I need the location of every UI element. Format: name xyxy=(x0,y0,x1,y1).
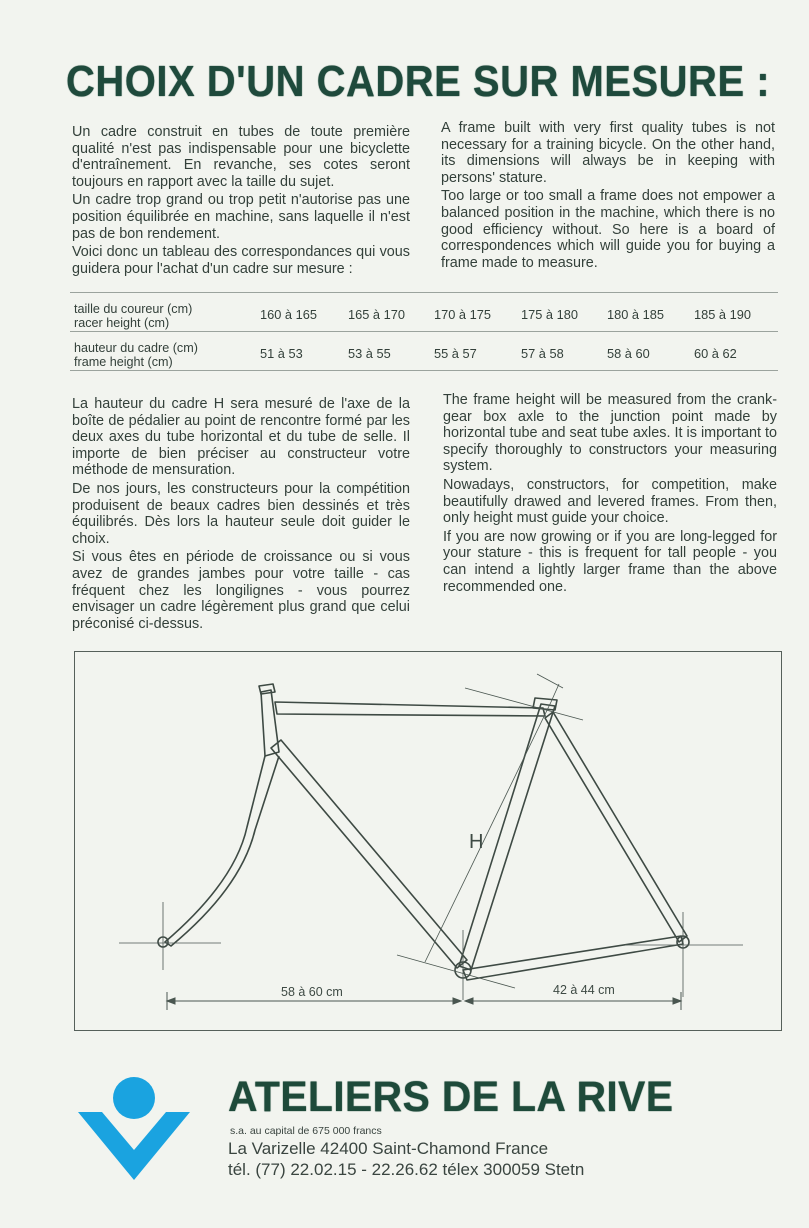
company-name: ATELIERS DE LA RIVE xyxy=(228,1072,674,1121)
company-address: La Varizelle 42400 Saint-Chamond France xyxy=(228,1139,549,1158)
paragraph: If you are now growing or if you are long-legged for your stature - this is frequent for tall people - you can intend a lightly larger frame than the above recommended one. xyxy=(443,528,777,595)
chainstay-label: 42 à 44 cm xyxy=(553,983,615,997)
row-label xyxy=(74,303,244,330)
seat-stay xyxy=(545,712,687,942)
down-tube xyxy=(271,740,467,968)
label-en: racer height (cm) xyxy=(74,315,170,330)
table-row-frame-height xyxy=(70,331,778,371)
size-table xyxy=(70,292,778,371)
table-cell: 170 à 175 xyxy=(434,307,491,322)
company-logo-icon xyxy=(78,1076,192,1182)
frame-drawing xyxy=(75,652,783,1032)
page-title: CHOIX D'UN CADRE SUR MESURE : xyxy=(66,58,771,106)
head-tube-top xyxy=(259,684,275,694)
table-cell: 57 à 58 xyxy=(521,346,564,361)
table-cell: 60 à 62 xyxy=(694,346,737,361)
table-cell: 51 à 53 xyxy=(260,346,303,361)
table-cell: 58 à 60 xyxy=(607,346,650,361)
table-cell: 175 à 180 xyxy=(521,307,578,322)
paragraph: Voici donc un tableau des correspondances qui vous guidera pour l'achat d'un cadre sur mesure : xyxy=(72,244,410,277)
paragraph: La hauteur du cadre H sera mesuré de l'axe de la boîte de pédalier au point de rencontre formé par les deux axes du tube horizontal et du tube de selle. Il importe de bien préciser au constructeur votre méthode de mensuration. xyxy=(72,396,410,479)
paragraph: De nos jours, les constructeurs pour la compétition produisent de beaux cadres bien dessinés et très équilibrés. Dès lors la hauteur seule doit guider le choix. xyxy=(72,480,410,547)
label-fr: taille du coureur (cm) xyxy=(74,302,193,316)
frame-diagram xyxy=(74,651,782,1031)
label-en: frame height (cm) xyxy=(74,354,173,369)
paragraph: Un cadre construit en tubes de toute première qualité n'est pas indispensable pour une bicyclette d'entraînement. En revanche, ses cotes seront toujours en rapport avec la taille du sujet. xyxy=(72,124,410,190)
label-fr: hauteur du cadre (cm) xyxy=(74,341,198,355)
head-tube xyxy=(261,690,279,756)
company-capital: s.a. au capital de 675 000 francs xyxy=(230,1125,382,1137)
table-cell: 53 à 55 xyxy=(348,346,391,361)
height-label: H xyxy=(469,831,484,853)
paragraph: Un cadre trop grand ou trop petit n'autorise pas une position équilibrée en machine, sans laquelle il n'est pas de bon rendement. xyxy=(72,192,410,242)
table-cell: 160 à 165 xyxy=(260,307,317,322)
body-french xyxy=(72,396,410,634)
table-cell: 55 à 57 xyxy=(434,346,477,361)
paragraph: Si vous êtes en période de croissance ou si vous avez de grandes jambes pour votre taille - cas fréquent chez les longilignes - vous pourrez envisager un cadre légèrement plus grand que celui préconisé ci-dessus. xyxy=(72,549,410,632)
paragraph: Nowadays, constructors, for competition, make beautifully drawed and levered frames. From then, only height must guide your choice. xyxy=(443,476,777,527)
paragraph: A frame built with very first quality tubes is not necessary for a training bicycle. On the other hand, its dimensions will always be in keeping with persons' stature. xyxy=(441,120,775,186)
front-center-label: 58 à 60 cm xyxy=(281,985,343,999)
fork xyxy=(165,756,279,946)
table-cell: 185 à 190 xyxy=(694,307,751,322)
row-label xyxy=(74,342,244,369)
paragraph: Too large or too small a frame does not empower a balanced position in the machine, which there is no good efficiency without. So here is a board of correspondences which will guide you for buying a frame made to measure. xyxy=(441,188,775,271)
chain-stay xyxy=(463,936,683,980)
top-tube xyxy=(275,702,545,716)
table-cell: 165 à 170 xyxy=(348,307,405,322)
company-phone: tél. (77) 22.02.15 - 22.26.62 télex 300059 Stetn xyxy=(228,1160,585,1179)
intro-english xyxy=(441,120,775,273)
paragraph: The frame height will be measured from the crank-gear box axle to the junction point made by horizontal tube and seat tube axles. It is important to specify thoroughly to constructors your measuring system. xyxy=(443,392,777,475)
table-cell: 180 à 185 xyxy=(607,307,664,322)
table-row-racer-height xyxy=(70,292,778,331)
body-english xyxy=(443,392,777,597)
intro-french xyxy=(72,124,410,279)
